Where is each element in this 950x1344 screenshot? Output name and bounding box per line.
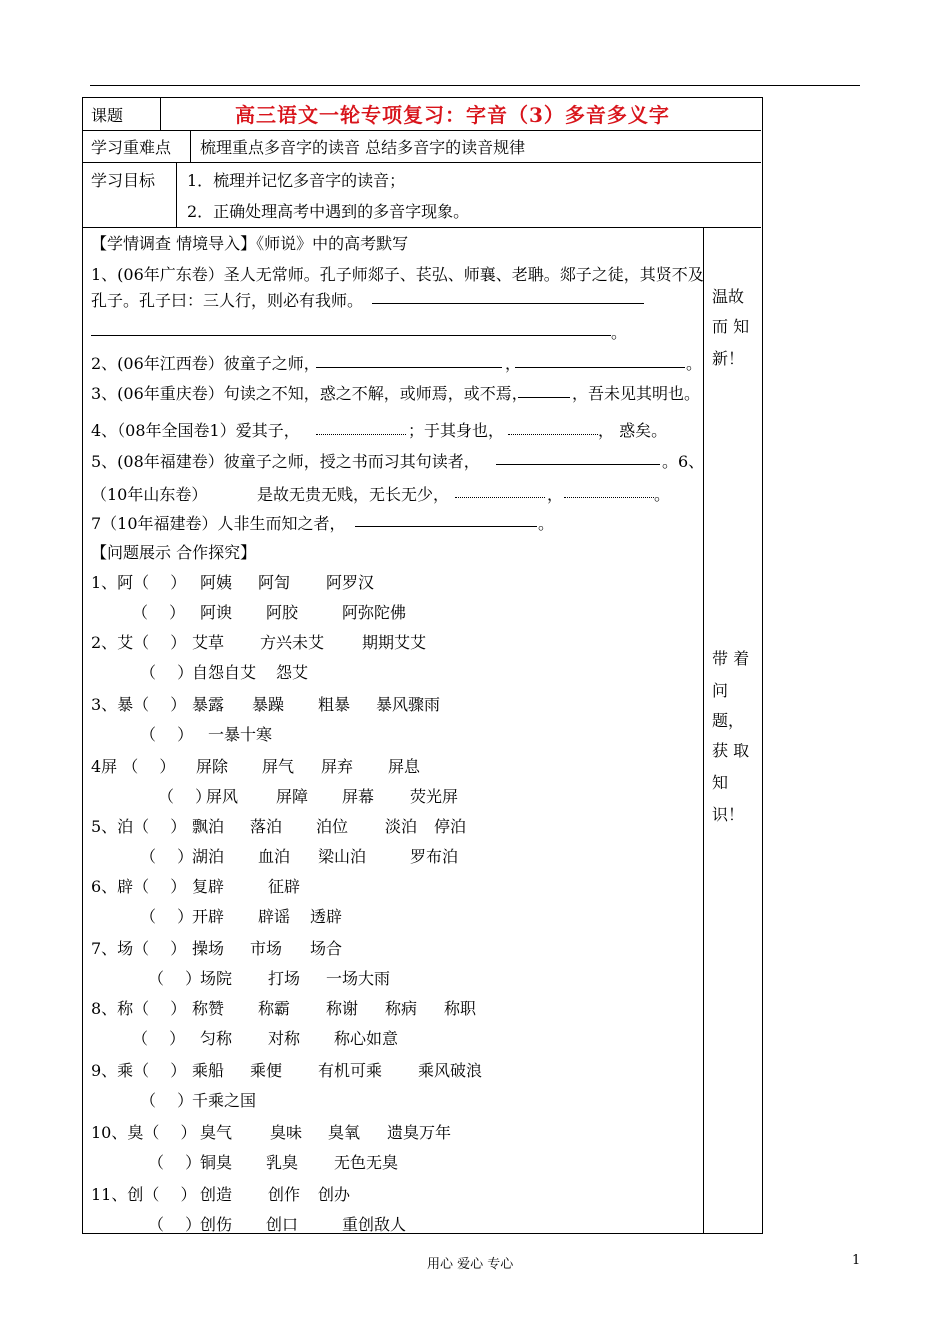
example-word: 屏障 xyxy=(276,787,309,806)
header-rule xyxy=(90,85,860,86)
example-word: 阿弥陀佛 xyxy=(342,603,407,622)
blank-line[interactable] xyxy=(455,497,545,498)
example-word: 屏弃 xyxy=(321,757,354,776)
example-word: 有机可乘 xyxy=(318,1061,383,1080)
row-divider xyxy=(83,162,761,163)
example-word: 艾草 xyxy=(192,633,225,652)
example-word: 创伤 xyxy=(200,1215,233,1234)
example-word: 场合 xyxy=(310,939,343,958)
example-word: 称谢 xyxy=(326,999,359,1018)
polyphone-prompt: 6、辟（ ） xyxy=(91,877,187,896)
punct: 。 xyxy=(611,323,628,342)
example-word: 屏气 xyxy=(262,757,295,776)
example-word: 阿罗汉 xyxy=(326,573,375,592)
blank-line[interactable] xyxy=(518,397,570,398)
example-word: 打场 xyxy=(268,969,301,988)
example-word: 匀称 xyxy=(200,1029,233,1048)
side-note-line: 问 xyxy=(712,681,729,700)
example-word: 市场 xyxy=(250,939,283,958)
item-5: 5、(08年福建卷）彼童子之师，授之书而习其句读者， xyxy=(91,452,480,471)
polyphone-prompt: （ ） xyxy=(132,603,186,622)
example-word: 阿胶 xyxy=(266,603,299,622)
side-note-line: 知 xyxy=(712,773,729,792)
blank-line[interactable] xyxy=(496,464,660,465)
col-divider xyxy=(160,98,161,130)
polyphone-prompt: （ ） xyxy=(140,847,194,866)
item-4-tail: ， 惑矣。 xyxy=(598,421,668,440)
item-4-mid: ；于其身也， xyxy=(408,421,505,440)
example-word: 创造 xyxy=(200,1185,233,1204)
item-4: 4、（08年全国卷1）爱其子， xyxy=(91,421,300,440)
polyphone-prompt: 1、阿（ ） xyxy=(91,573,187,592)
example-word: 怨艾 xyxy=(276,663,309,682)
example-word: 称赞 xyxy=(192,999,225,1018)
polyphone-prompt: 2、艾（ ） xyxy=(91,633,187,652)
example-word: 对称 xyxy=(268,1029,301,1048)
example-word: 期期艾艾 xyxy=(362,633,427,652)
blank-line[interactable] xyxy=(316,434,406,435)
example-word: 创办 xyxy=(318,1185,351,1204)
example-word: 铜臭 xyxy=(200,1153,233,1172)
example-word: 臭氧 xyxy=(328,1123,361,1142)
item-1-line-2: 孔子。孔子曰：三人行，则必有我师。 xyxy=(91,291,364,310)
example-word: 臭气 xyxy=(200,1123,233,1142)
blank-line[interactable] xyxy=(564,497,654,498)
polyphone-prompt: 4屏 （ ） xyxy=(91,757,176,776)
example-word: 阿訇 xyxy=(258,573,291,592)
side-note-line: 而 知 xyxy=(712,317,750,336)
blank-line[interactable] xyxy=(355,526,537,527)
example-word: 透辟 xyxy=(310,907,343,926)
polyphone-prompt: （ ） xyxy=(132,1029,186,1048)
example-word: 遗臭万年 xyxy=(387,1123,452,1142)
example-word: 暴躁 xyxy=(252,695,285,714)
polyphone-prompt: （ ） xyxy=(148,1215,202,1234)
blank-line[interactable] xyxy=(372,303,644,304)
polyphone-prompt: （ ） xyxy=(148,969,202,988)
polyphone-prompt: 11、创（ ） xyxy=(91,1185,197,1204)
example-word: 称病 xyxy=(385,999,418,1018)
item-3-tail: ，吾未见其明也。 xyxy=(572,384,701,403)
example-word: 场院 xyxy=(200,969,233,988)
example-word: 暴露 xyxy=(192,695,225,714)
example-word: 称霸 xyxy=(258,999,291,1018)
polyphone-prompt: 3、暴（ ） xyxy=(91,695,187,714)
blank-line[interactable] xyxy=(515,367,685,368)
example-word: 阿姨 xyxy=(200,573,233,592)
row-divider xyxy=(83,227,761,228)
page-number: 1 xyxy=(852,1253,861,1268)
row-divider xyxy=(83,130,761,131)
example-word: 飘泊 xyxy=(192,817,225,836)
side-note-line: 识！ xyxy=(712,805,745,824)
example-word: 臭味 xyxy=(270,1123,303,1142)
item-6-source: （10年山东卷） xyxy=(91,485,208,504)
label-goal: 学习目标 xyxy=(91,171,156,190)
punct: ， xyxy=(547,485,564,504)
punct: ， xyxy=(505,354,522,373)
polyphone-prompt: 10、臭（ ） xyxy=(91,1123,197,1142)
example-word: 方兴未艾 xyxy=(260,633,325,652)
item-1-line-1: 1、(06年广东卷）圣人无常师。孔子师郯子、苌弘、师襄、老聃。郯子之徒，其贤不及 xyxy=(91,265,704,284)
example-word: 无色无臭 xyxy=(334,1153,399,1172)
punct: 。 xyxy=(654,485,671,504)
example-word: 辟谣 xyxy=(258,907,291,926)
polyphone-prompt: （ ） xyxy=(140,663,194,682)
col-divider xyxy=(190,130,191,162)
polyphone-prompt: （ ） xyxy=(140,1091,194,1110)
example-word: 操场 xyxy=(192,939,225,958)
blank-line[interactable] xyxy=(316,367,502,368)
example-word: 一暴十寒 xyxy=(208,725,273,744)
blank-line[interactable] xyxy=(91,335,611,336)
example-word: 血泊 xyxy=(258,847,291,866)
example-word: 荧光屏 xyxy=(410,787,459,806)
item-6: 是故无贵无贱，无长无少， xyxy=(257,485,450,504)
example-word: 梁山泊 xyxy=(318,847,367,866)
polyphone-prompt: 8、称（ ） xyxy=(91,999,187,1018)
polyphone-prompt: 7、场（ ） xyxy=(91,939,187,958)
col-divider xyxy=(703,227,704,1233)
page-title: 高三语文一轮专项复习：字音（3）多音多义字 xyxy=(235,103,670,127)
example-word: 屏除 xyxy=(196,757,229,776)
example-word: 重创敌人 xyxy=(342,1215,407,1234)
punct: 。 xyxy=(538,514,555,533)
col-divider xyxy=(176,162,177,227)
example-word: 暴风骤雨 xyxy=(376,695,441,714)
item-5-tail: 。6、 xyxy=(662,452,705,471)
example-word: 湖泊 xyxy=(192,847,225,866)
example-word: 屏息 xyxy=(388,757,421,776)
section-heading: 【学情调查 情境导入】《师说》中的高考默写 xyxy=(91,234,409,253)
polyphone-prompt: （ ） xyxy=(158,787,212,806)
item-7: 7（10年福建卷）人非生而知之者， xyxy=(91,514,346,533)
focus-text: 梳理重点多音字的读音 总结多音字的读音规律 xyxy=(200,138,526,157)
example-word: 停泊 xyxy=(434,817,467,836)
polyphone-prompt: 9、乘（ ） xyxy=(91,1061,187,1080)
polyphone-prompt: （ ） xyxy=(148,1153,202,1172)
example-word: 复辟 xyxy=(192,877,225,896)
example-word: 粗暴 xyxy=(318,695,351,714)
example-word: 自怨自艾 xyxy=(192,663,257,682)
polyphone-prompt: （ ） xyxy=(140,725,194,744)
punct: 。 xyxy=(686,354,703,373)
goal-2: 2．正确处理高考中遇到的多音字现象。 xyxy=(187,202,470,221)
blank-line[interactable] xyxy=(508,434,598,435)
example-word: 千乘之国 xyxy=(192,1091,257,1110)
example-word: 称心如意 xyxy=(334,1029,399,1048)
example-word: 罗布泊 xyxy=(410,847,459,866)
label-topic: 课题 xyxy=(91,106,124,125)
example-word: 乘便 xyxy=(250,1061,283,1080)
example-word: 乳臭 xyxy=(266,1153,299,1172)
example-word: 创口 xyxy=(266,1215,299,1234)
item-2: 2、(06年江西卷）彼童子之师， xyxy=(91,354,320,373)
example-word: 落泊 xyxy=(250,817,283,836)
example-word: 屏风 xyxy=(206,787,239,806)
section-heading: 【问题展示 合作探究】 xyxy=(91,543,257,562)
example-word: 称职 xyxy=(444,999,477,1018)
side-note-line: 题， xyxy=(712,711,745,730)
example-word: 开辟 xyxy=(192,907,225,926)
label-focus: 学习重难点 xyxy=(91,138,172,157)
side-note-line: 获 取 xyxy=(712,741,750,760)
polyphone-prompt: 5、泊（ ） xyxy=(91,817,187,836)
goal-1: 1．梳理并记忆多音字的读音； xyxy=(187,171,406,190)
item-3: 3、(06年重庆卷）句读之不知，惑之不解，或师焉，或不焉， xyxy=(91,384,528,403)
footer-text: 用心 爱心 专心 xyxy=(427,1257,514,1272)
example-word: 乘船 xyxy=(192,1061,225,1080)
example-word: 屏幕 xyxy=(342,787,375,806)
example-word: 征辟 xyxy=(268,877,301,896)
side-note-line: 新！ xyxy=(712,349,745,368)
side-note-line: 带 着 xyxy=(712,649,750,668)
example-word: 阿谀 xyxy=(200,603,233,622)
example-word: 淡泊 xyxy=(385,817,418,836)
example-word: 乘风破浪 xyxy=(418,1061,483,1080)
example-word: 创作 xyxy=(268,1185,301,1204)
side-note-line: 温故 xyxy=(712,287,745,306)
polyphone-prompt: （ ） xyxy=(140,907,194,926)
example-word: 泊位 xyxy=(316,817,349,836)
example-word: 一场大雨 xyxy=(326,969,391,988)
